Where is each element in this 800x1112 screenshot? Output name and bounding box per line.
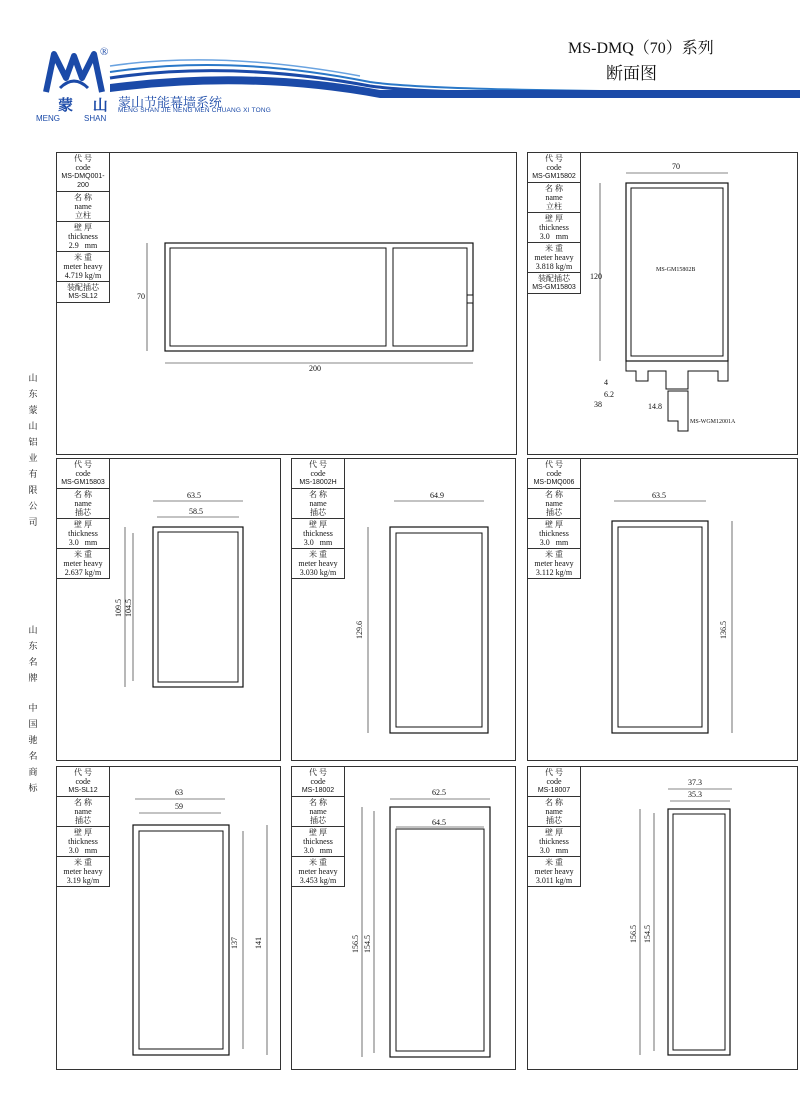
dim-height-outer: 156.5 <box>351 935 360 953</box>
profile-panel-6 <box>56 766 281 1070</box>
info-table: 代 号 code MS-GM15802 名 称 name 立柱 壁 厚 thickness 3.0 mm 米 重 meter heavy 3.818 kg/m 装配插芯 MS-GM15803 <box>528 153 581 294</box>
logo-en-left: MENG <box>36 114 60 123</box>
info-table: 代 号 code MS-18002H 名 称 name 插芯 壁 厚 thickness 3.0 mm 米 重 meter heavy 3.030 kg/m <box>292 459 345 579</box>
company-name-cn: 蒙山节能幕墙系统 <box>118 95 223 110</box>
dim-height-inner: 137 <box>230 937 239 949</box>
dim-c: 38 <box>594 400 602 409</box>
profile-drawing <box>125 787 277 1065</box>
side-trademark-text: 中国驰名商标 <box>28 703 38 793</box>
profile-code: MS-18002H <box>299 479 337 486</box>
profile-panel-7 <box>291 766 516 1070</box>
profile-panel-1 <box>56 152 517 455</box>
side-brand-text: 山东名牌 <box>28 625 38 683</box>
info-table: 代 号 code MS-DMQ001-200 名 称 name 立柱 壁 厚 thickness 2.9 mm 米 重 meter heavy 4.719 kg/m 装配插芯 MS-SL12 <box>57 153 110 303</box>
profile-code: MS-18007 <box>537 787 571 794</box>
dim-width-inner: 35.3 <box>688 790 702 799</box>
dim-width: 64.9 <box>430 491 444 500</box>
dim-width-outer: 63 <box>175 788 183 797</box>
registered-mark: ® <box>100 46 109 58</box>
page-title: MS-DMQ（70）系列 <box>568 40 714 57</box>
profile-drawing <box>610 775 790 1065</box>
dim-height-outer: 109.5 <box>114 599 123 617</box>
company-name-en: MENG SHAN JIE NENG MEN CHUANG XI TONG <box>118 107 272 114</box>
dim-width: 200 <box>309 364 321 373</box>
profile-panel-5 <box>527 458 798 761</box>
dim-width-inner: 58.5 <box>189 507 203 516</box>
dim-height-inner: 154.5 <box>363 935 372 953</box>
dim-height-outer: 141 <box>254 937 263 949</box>
dim-width-inner: 59 <box>175 802 183 811</box>
profile-drawing <box>352 787 512 1065</box>
profile-drawing <box>354 489 510 753</box>
dim-height: 136.5 <box>719 621 728 639</box>
logo-text: 蒙 山 <box>58 98 116 114</box>
profile-code: MS-DMQ006 <box>533 479 575 486</box>
dim-width: 70 <box>672 162 680 171</box>
profile-code: MS-DMQ001-200 <box>61 173 105 189</box>
logo-en-right: SHAN <box>84 114 107 123</box>
profile-panel-2 <box>527 152 798 455</box>
dim-height: 70 <box>137 292 145 301</box>
info-table: 代 号 code MS-DMQ006 名 称 name 插芯 壁 厚 thickness 3.0 mm 米 重 meter heavy 3.112 kg/m <box>528 459 581 579</box>
profile-code: MS-GM15802 <box>532 173 576 180</box>
profile-code: MS-SL12 <box>68 787 98 794</box>
info-table: 代 号 code MS-GM15803 名 称 name 插芯 壁 厚 thickness 3.0 mm 米 重 meter heavy 2.637 kg/m <box>57 459 110 579</box>
dim-b: 6.2 <box>604 390 614 399</box>
dim-height-inner: 154.5 <box>643 925 652 943</box>
side-company-name: 山东蒙山铝业有限公司 <box>28 373 38 527</box>
dim-width-outer: 62.5 <box>432 788 446 797</box>
dim-width-outer: 63.5 <box>187 491 201 500</box>
profile-inner-code: MS-GM15802B <box>656 267 696 273</box>
profile-drawing <box>137 233 497 383</box>
profile-panel-8 <box>527 766 798 1070</box>
dim-width: 63.5 <box>652 491 666 500</box>
dim-height: 120 <box>590 272 602 281</box>
info-table: 代 号 code MS-18007 名 称 name 插芯 壁 厚 thickness 3.0 mm 米 重 meter heavy 3.011 kg/m <box>528 767 581 887</box>
dim-width-outer: 37.3 <box>688 778 702 787</box>
extra-code: MS-WGM12001A <box>690 419 736 425</box>
logo-mark <box>42 46 109 98</box>
dim-height-outer: 156.5 <box>629 925 638 943</box>
profile-drawing <box>586 159 792 449</box>
profile-code: MS-18002 <box>301 787 335 794</box>
info-table: 代 号 code MS-18002 名 称 name 插芯 壁 厚 thickness 3.0 mm 米 重 meter heavy 3.453 kg/m <box>292 767 345 887</box>
profile-drawing <box>114 489 277 729</box>
profile-drawing <box>602 489 792 753</box>
dim-height-inner: 104.5 <box>124 599 133 617</box>
profile-panel-4 <box>291 458 516 761</box>
profile-code: MS-GM15803 <box>61 479 105 486</box>
dim-d: 14.8 <box>648 402 662 411</box>
dim-a: 4 <box>604 378 608 387</box>
dim-height: 129.6 <box>355 621 364 639</box>
info-table: 代 号 code MS-SL12 名 称 name 插芯 壁 厚 thickness 3.0 mm 米 重 meter heavy 3.19 kg/m <box>57 767 110 887</box>
page-subtitle: 断面图 <box>606 64 657 83</box>
profile-panel-3 <box>56 458 281 761</box>
dim-width-inner: 64.5 <box>432 818 446 827</box>
